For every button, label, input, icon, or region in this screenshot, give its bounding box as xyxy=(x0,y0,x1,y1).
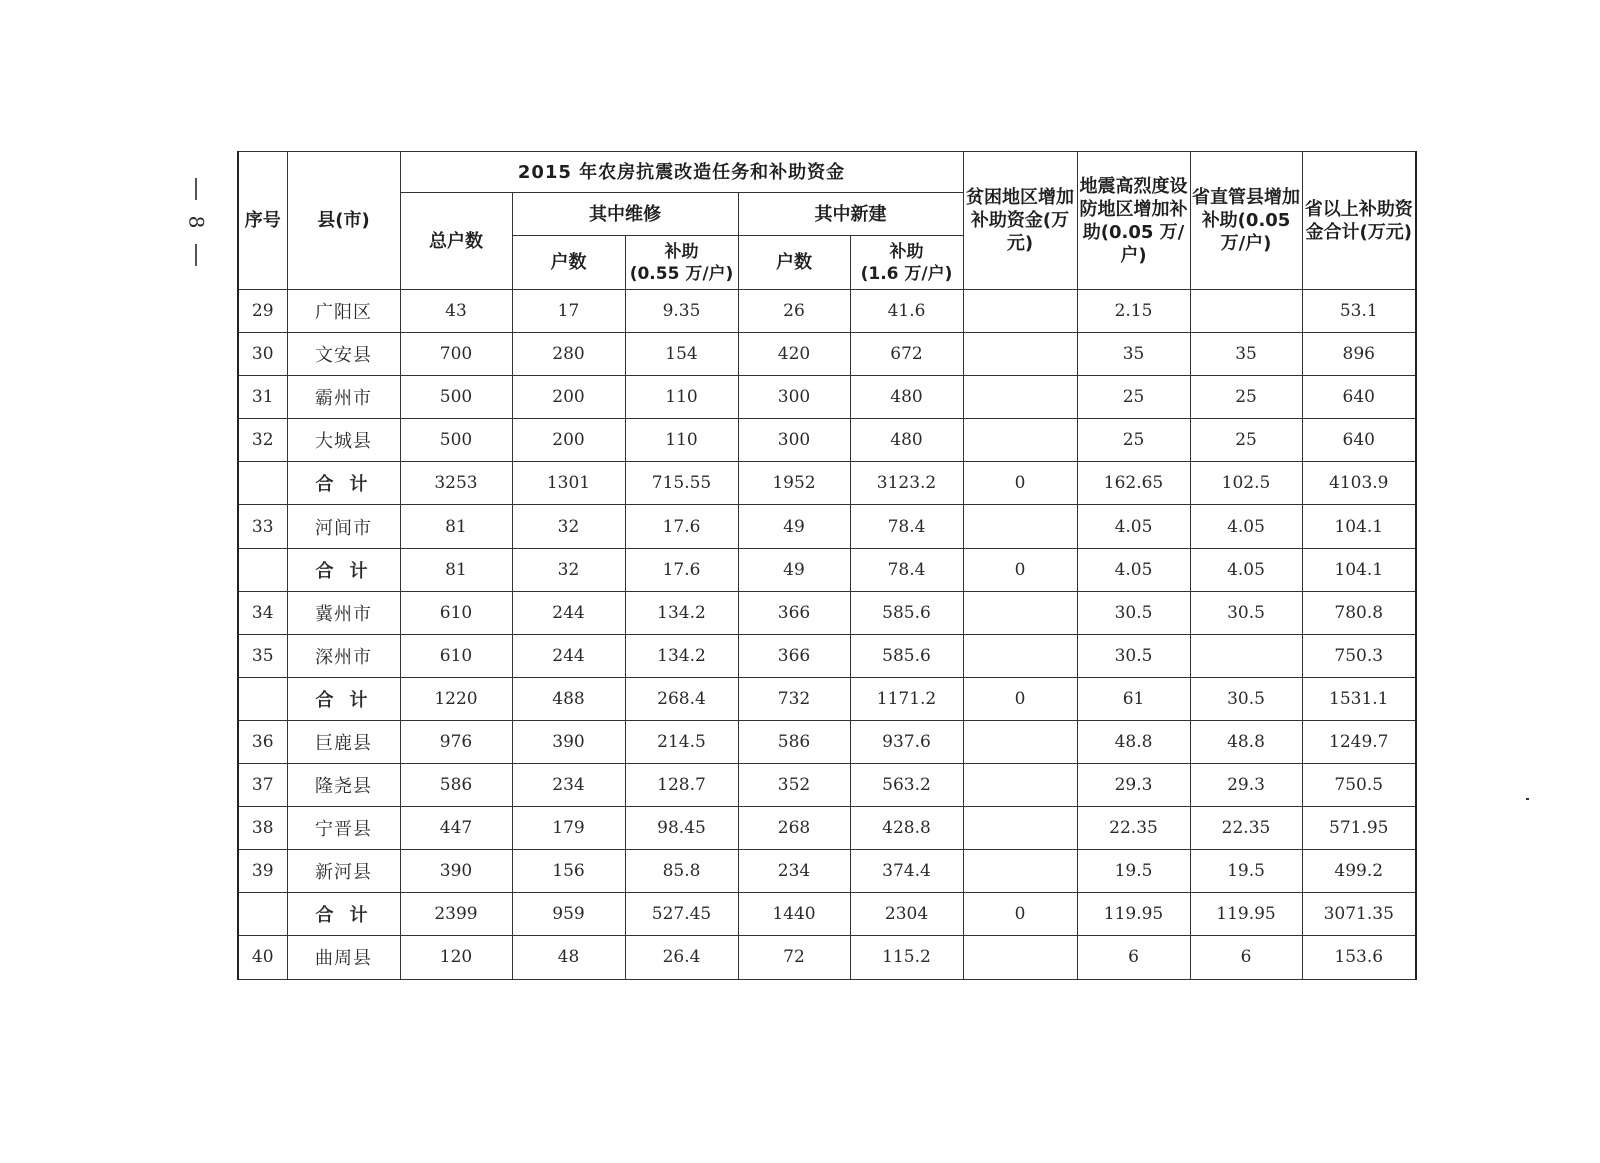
cell-seq: 29 xyxy=(238,290,287,333)
table-row xyxy=(238,591,1416,634)
cell-seismic-subsidy: 6 xyxy=(1077,936,1190,979)
cell-repair-households: 32 xyxy=(512,548,625,591)
cell-total-households: 700 xyxy=(400,333,512,376)
cell-county: 宁晋县 xyxy=(287,807,400,850)
cell-repair-subsidy: 110 xyxy=(625,419,738,462)
cell-direct-subsidy: 4.05 xyxy=(1190,505,1302,548)
header-total-households: 总户数 xyxy=(400,193,512,290)
cell-new-subsidy: 937.6 xyxy=(850,720,963,763)
cell-seismic-subsidy: 25 xyxy=(1077,419,1190,462)
cell-seismic-subsidy: 61 xyxy=(1077,677,1190,720)
cell-new-households: 732 xyxy=(738,677,850,720)
cell-total-households: 610 xyxy=(400,634,512,677)
cell-new-subsidy: 585.6 xyxy=(850,634,963,677)
cell-total-funds: 4103.9 xyxy=(1302,462,1416,505)
cell-total-funds: 499.2 xyxy=(1302,850,1416,893)
cell-poverty-subsidy: 0 xyxy=(963,462,1077,505)
cell-seq: 32 xyxy=(238,419,287,462)
cell-county: 新河县 xyxy=(287,850,400,893)
cell-county: 合计 xyxy=(287,893,400,936)
cell-new-subsidy: 428.8 xyxy=(850,807,963,850)
cell-repair-subsidy: 527.45 xyxy=(625,893,738,936)
cell-repair-subsidy: 85.8 xyxy=(625,850,738,893)
cell-new-households: 49 xyxy=(738,548,850,591)
cell-seq: 39 xyxy=(238,850,287,893)
cell-repair-subsidy: 98.45 xyxy=(625,807,738,850)
cell-seq: 33 xyxy=(238,505,287,548)
cell-direct-subsidy xyxy=(1190,290,1302,333)
cell-repair-subsidy: 17.6 xyxy=(625,548,738,591)
cell-repair-households: 48 xyxy=(512,936,625,979)
cell-county: 冀州市 xyxy=(287,591,400,634)
cell-repair-households: 179 xyxy=(512,807,625,850)
cell-seismic-subsidy: 29.3 xyxy=(1077,764,1190,807)
cell-seq xyxy=(238,462,287,505)
cell-new-households: 366 xyxy=(738,591,850,634)
cell-seq: 30 xyxy=(238,333,287,376)
cell-new-households: 49 xyxy=(738,505,850,548)
cell-seq xyxy=(238,893,287,936)
header-repair-subsidy xyxy=(625,236,738,290)
cell-repair-subsidy: 134.2 xyxy=(625,634,738,677)
header-repair-households: 户数 xyxy=(512,236,625,290)
cell-repair-households: 200 xyxy=(512,419,625,462)
cell-direct-subsidy: 4.05 xyxy=(1190,548,1302,591)
header-new-group: 其中新建 xyxy=(738,193,963,236)
cell-direct-subsidy: 29.3 xyxy=(1190,764,1302,807)
cell-county: 文安县 xyxy=(287,333,400,376)
cell-seq: 40 xyxy=(238,936,287,979)
cell-direct-subsidy: 25 xyxy=(1190,419,1302,462)
header-new-subsidy xyxy=(850,236,963,290)
table-row xyxy=(238,376,1416,419)
cell-total-funds: 896 xyxy=(1302,333,1416,376)
cell-new-subsidy: 78.4 xyxy=(850,548,963,591)
cell-repair-households: 234 xyxy=(512,764,625,807)
cell-seq: 35 xyxy=(238,634,287,677)
table-row xyxy=(238,850,1416,893)
cell-new-subsidy: 563.2 xyxy=(850,764,963,807)
cell-repair-households: 280 xyxy=(512,333,625,376)
page-number xyxy=(183,178,208,288)
cell-total-funds: 153.6 xyxy=(1302,936,1416,979)
cell-repair-households: 200 xyxy=(512,376,625,419)
cell-direct-subsidy: 25 xyxy=(1190,376,1302,419)
cell-new-subsidy: 1171.2 xyxy=(850,677,963,720)
cell-county: 合计 xyxy=(287,677,400,720)
cell-poverty-subsidy: 0 xyxy=(963,893,1077,936)
cell-county: 曲周县 xyxy=(287,936,400,979)
cell-total-funds: 640 xyxy=(1302,376,1416,419)
page-number-dash-top xyxy=(195,178,197,200)
header-poverty: 贫困地区增加补助资金(万元) xyxy=(963,152,1077,290)
cell-poverty-subsidy xyxy=(963,505,1077,548)
cell-direct-subsidy xyxy=(1190,634,1302,677)
cell-repair-subsidy: 154 xyxy=(625,333,738,376)
cell-poverty-subsidy xyxy=(963,333,1077,376)
cell-seismic-subsidy: 35 xyxy=(1077,333,1190,376)
cell-seq xyxy=(238,548,287,591)
cell-poverty-subsidy xyxy=(963,807,1077,850)
cell-new-subsidy: 3123.2 xyxy=(850,462,963,505)
cell-seismic-subsidy: 22.35 xyxy=(1077,807,1190,850)
cell-seismic-subsidy: 4.05 xyxy=(1077,505,1190,548)
cell-repair-subsidy: 134.2 xyxy=(625,591,738,634)
cell-new-subsidy: 78.4 xyxy=(850,505,963,548)
cell-seq: 34 xyxy=(238,591,287,634)
header-direct: 省直管县增加补助(0.05 万/户) xyxy=(1190,152,1302,290)
table-row xyxy=(238,290,1416,333)
cell-direct-subsidy: 119.95 xyxy=(1190,893,1302,936)
scan-speck xyxy=(1526,798,1529,800)
cell-total-funds: 1531.1 xyxy=(1302,677,1416,720)
header-repair-subsidy-label: 补助 xyxy=(664,241,699,262)
cell-total-households: 610 xyxy=(400,591,512,634)
cell-poverty-subsidy xyxy=(963,850,1077,893)
cell-seismic-subsidy: 19.5 xyxy=(1077,850,1190,893)
cell-seismic-subsidy: 162.65 xyxy=(1077,462,1190,505)
cell-repair-households: 32 xyxy=(512,505,625,548)
cell-poverty-subsidy xyxy=(963,419,1077,462)
cell-county: 隆尧县 xyxy=(287,764,400,807)
header-new-households: 户数 xyxy=(738,236,850,290)
cell-county: 巨鹿县 xyxy=(287,720,400,763)
cell-poverty-subsidy xyxy=(963,634,1077,677)
cell-total-funds: 104.1 xyxy=(1302,505,1416,548)
cell-total-funds: 640 xyxy=(1302,419,1416,462)
cell-seismic-subsidy: 48.8 xyxy=(1077,720,1190,763)
cell-direct-subsidy: 6 xyxy=(1190,936,1302,979)
cell-total-households: 43 xyxy=(400,290,512,333)
cell-new-subsidy: 585.6 xyxy=(850,591,963,634)
cell-new-households: 586 xyxy=(738,720,850,763)
subsidy-table xyxy=(237,151,1417,980)
cell-seq: 36 xyxy=(238,720,287,763)
page-number-text: 8 xyxy=(183,215,208,229)
cell-seq: 37 xyxy=(238,764,287,807)
cell-total-households: 447 xyxy=(400,807,512,850)
cell-repair-households: 156 xyxy=(512,850,625,893)
cell-repair-subsidy: 268.4 xyxy=(625,677,738,720)
cell-total-households: 976 xyxy=(400,720,512,763)
table-row xyxy=(238,419,1416,462)
cell-total-funds: 750.3 xyxy=(1302,634,1416,677)
table-body xyxy=(238,290,1416,980)
header-repair-group: 其中维修 xyxy=(512,193,738,236)
cell-poverty-subsidy xyxy=(963,376,1077,419)
cell-new-households: 420 xyxy=(738,333,850,376)
cell-county: 河间市 xyxy=(287,505,400,548)
table-row-subtotal xyxy=(238,548,1416,591)
cell-new-households: 1952 xyxy=(738,462,850,505)
cell-county: 大城县 xyxy=(287,419,400,462)
cell-poverty-subsidy xyxy=(963,591,1077,634)
cell-seismic-subsidy: 4.05 xyxy=(1077,548,1190,591)
cell-direct-subsidy: 102.5 xyxy=(1190,462,1302,505)
cell-new-subsidy: 480 xyxy=(850,419,963,462)
cell-total-funds: 750.5 xyxy=(1302,764,1416,807)
cell-total-households: 81 xyxy=(400,505,512,548)
cell-total-households: 500 xyxy=(400,419,512,462)
header-group-title: 2015 年农房抗震改造任务和补助资金 xyxy=(400,152,963,193)
cell-repair-households: 1301 xyxy=(512,462,625,505)
header-seq: 序号 xyxy=(238,152,287,290)
cell-new-households: 352 xyxy=(738,764,850,807)
cell-total-households: 500 xyxy=(400,376,512,419)
cell-seismic-subsidy: 25 xyxy=(1077,376,1190,419)
cell-total-households: 390 xyxy=(400,850,512,893)
cell-county: 广阳区 xyxy=(287,290,400,333)
cell-county: 深州市 xyxy=(287,634,400,677)
cell-repair-households: 488 xyxy=(512,677,625,720)
cell-new-households: 366 xyxy=(738,634,850,677)
cell-new-subsidy: 2304 xyxy=(850,893,963,936)
cell-repair-households: 244 xyxy=(512,591,625,634)
cell-total-funds: 1249.7 xyxy=(1302,720,1416,763)
cell-poverty-subsidy xyxy=(963,764,1077,807)
cell-total-households: 1220 xyxy=(400,677,512,720)
cell-repair-subsidy: 17.6 xyxy=(625,505,738,548)
table-row-subtotal xyxy=(238,677,1416,720)
cell-repair-households: 959 xyxy=(512,893,625,936)
cell-total-households: 120 xyxy=(400,936,512,979)
cell-repair-subsidy: 26.4 xyxy=(625,936,738,979)
table-row-subtotal xyxy=(238,462,1416,505)
cell-seq: 31 xyxy=(238,376,287,419)
cell-poverty-subsidy: 0 xyxy=(963,548,1077,591)
header-county: 县(市) xyxy=(287,152,400,290)
cell-poverty-subsidy xyxy=(963,936,1077,979)
table-header xyxy=(238,152,1416,290)
cell-direct-subsidy: 30.5 xyxy=(1190,677,1302,720)
table-row xyxy=(238,720,1416,763)
cell-repair-households: 390 xyxy=(512,720,625,763)
header-repair-subsidy-unit: (0.55 万/户) xyxy=(629,263,734,284)
cell-direct-subsidy: 19.5 xyxy=(1190,850,1302,893)
cell-poverty-subsidy xyxy=(963,720,1077,763)
cell-new-households: 268 xyxy=(738,807,850,850)
cell-new-subsidy: 672 xyxy=(850,333,963,376)
header-new-subsidy-label: 补助 xyxy=(889,241,924,262)
cell-repair-subsidy: 214.5 xyxy=(625,720,738,763)
header-total-funds: 省以上补助资金合计(万元) xyxy=(1302,152,1416,290)
cell-seismic-subsidy: 119.95 xyxy=(1077,893,1190,936)
cell-repair-households: 244 xyxy=(512,634,625,677)
cell-direct-subsidy: 48.8 xyxy=(1190,720,1302,763)
cell-repair-subsidy: 9.35 xyxy=(625,290,738,333)
cell-total-households: 3253 xyxy=(400,462,512,505)
cell-total-households: 586 xyxy=(400,764,512,807)
table-row xyxy=(238,807,1416,850)
cell-direct-subsidy: 35 xyxy=(1190,333,1302,376)
table-row xyxy=(238,634,1416,677)
cell-new-subsidy: 115.2 xyxy=(850,936,963,979)
cell-seq: 38 xyxy=(238,807,287,850)
cell-seq xyxy=(238,677,287,720)
cell-county: 合计 xyxy=(287,462,400,505)
header-seismic: 地震高烈度设防地区增加补助(0.05 万/户) xyxy=(1077,152,1190,290)
cell-poverty-subsidy: 0 xyxy=(963,677,1077,720)
cell-seismic-subsidy: 2.15 xyxy=(1077,290,1190,333)
cell-new-households: 26 xyxy=(738,290,850,333)
table-row-subtotal xyxy=(238,893,1416,936)
cell-new-households: 300 xyxy=(738,419,850,462)
cell-total-households: 2399 xyxy=(400,893,512,936)
cell-direct-subsidy: 22.35 xyxy=(1190,807,1302,850)
page-number-dash-bottom xyxy=(195,244,197,266)
cell-new-households: 1440 xyxy=(738,893,850,936)
cell-new-subsidy: 480 xyxy=(850,376,963,419)
cell-direct-subsidy: 30.5 xyxy=(1190,591,1302,634)
cell-total-funds: 104.1 xyxy=(1302,548,1416,591)
table-row xyxy=(238,764,1416,807)
cell-repair-subsidy: 128.7 xyxy=(625,764,738,807)
table-row xyxy=(238,505,1416,548)
cell-new-households: 72 xyxy=(738,936,850,979)
cell-repair-subsidy: 110 xyxy=(625,376,738,419)
cell-county: 合计 xyxy=(287,548,400,591)
header-new-subsidy-unit: (1.6 万/户) xyxy=(860,263,953,284)
cell-seismic-subsidy: 30.5 xyxy=(1077,591,1190,634)
cell-seismic-subsidy: 30.5 xyxy=(1077,634,1190,677)
cell-total-funds: 780.8 xyxy=(1302,591,1416,634)
cell-new-households: 300 xyxy=(738,376,850,419)
cell-total-funds: 571.95 xyxy=(1302,807,1416,850)
cell-new-subsidy: 374.4 xyxy=(850,850,963,893)
cell-total-households: 81 xyxy=(400,548,512,591)
table-row xyxy=(238,936,1416,979)
cell-county: 霸州市 xyxy=(287,376,400,419)
cell-repair-subsidy: 715.55 xyxy=(625,462,738,505)
cell-total-funds: 3071.35 xyxy=(1302,893,1416,936)
cell-poverty-subsidy xyxy=(963,290,1077,333)
table-row xyxy=(238,333,1416,376)
cell-new-subsidy: 41.6 xyxy=(850,290,963,333)
cell-repair-households: 17 xyxy=(512,290,625,333)
cell-total-funds: 53.1 xyxy=(1302,290,1416,333)
cell-new-households: 234 xyxy=(738,850,850,893)
